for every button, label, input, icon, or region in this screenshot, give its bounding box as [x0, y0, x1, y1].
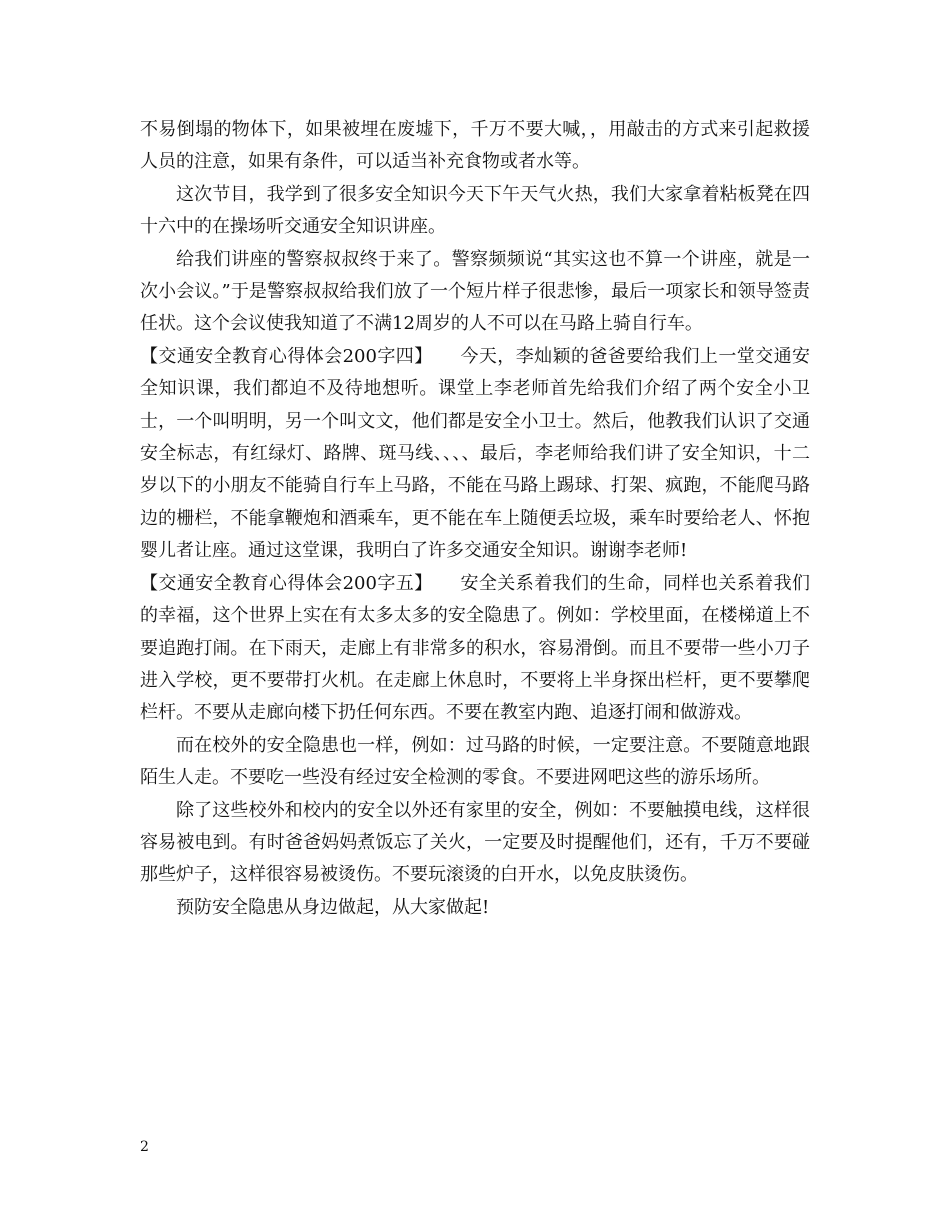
paragraph-8: 预防安全隐患从身边做起，从大家做起! [176, 896, 490, 918]
paragraph-1: 不易倒塌的物体下，如果被埋在废墟下，千万不要大喊，，用敲击的方式来引起救援人员的注意，如果有条件，可以适当补充食物或者水等。 [140, 119, 810, 173]
paragraph-2: 这次节目，我学到了很多安全知识今天下午天气火热，我们大家拿着粘板凳在四十六中的在操场听交通安全知识讲座。 [140, 183, 810, 238]
page-number: 2 [140, 1139, 149, 1155]
document-body [140, 114, 810, 924]
paragraph-7: 除了这些校外和校内的安全以外还有家里的安全，例如：不要触摸电线，这样很容易被电到。有时爸爸妈妈煮饭忘了关火，一定要及时提醒他们，还有，千万不要碰那些炉子，这样很容易被烫伤。不要玩滚烫的白开水，以免皮肤烫伤。 [140, 799, 810, 886]
paragraph-6: 而在校外的安全隐患也一样，例如：过马路的时候，一定要注意。不要随意地跟陌生人走。不要吃一些没有经过安全检测的零食。不要进网吧这些的游乐场所。 [140, 734, 810, 789]
paragraph-4: 【交通安全教育心得体会200字四】 今天，李灿颖的爸爸要给我们上一堂交通安全知识课，我们都迫不及待地想听。课堂上李老师首先给我们介绍了两个安全小卫士，一个叫明明，另一个叫文文，他们都是安全小卫士。然后，他教我们认识了交通安全标志，有红绿灯、路牌、斑马线、、、、最后，李老师给我们讲了安全知识，十二岁以下的小朋友不能骑自行车上马路，不能在马路上踢球、打架、疯跑，不能爬马路边的栅栏，不能拿鞭炮和酒乘车，更不能在车上随便丢垃圾，乘车时要给老人、怀抱婴儿者让座。通过这堂课，我明白了许多交通安全知识。谢谢李老师! [140, 345, 810, 562]
paragraph-5: 【交通安全教育心得体会200字五】 安全关系着我们的生命，同样也关系着我们的幸福，这个世界上实在有太多太多的安全隐患了。例如：学校里面，在楼梯道上不要追跑打闹。在下雨天，走廊上有非常多的积水，容易滑倒。而且不要带一些小刀子进入学校，更不要带打火机。在走廊上休息时，不要将上半身探出栏杆，更不要攀爬栏杆。不要从走廊向楼下扔任何东西。不要在教室内跑、追逐打闹和做游戏。 [140, 572, 810, 724]
paragraph-3: 给我们讲座的警察叔叔终于来了。警察频频说“其实这也不算一个讲座，就是一次小会议。”于是警察叔叔给我们放了一个短片样子很悲惨，最后一项家长和领导签责任状。这个会议使我知道了不满12周岁的人不可以在马路上骑自行车。 [140, 248, 810, 335]
